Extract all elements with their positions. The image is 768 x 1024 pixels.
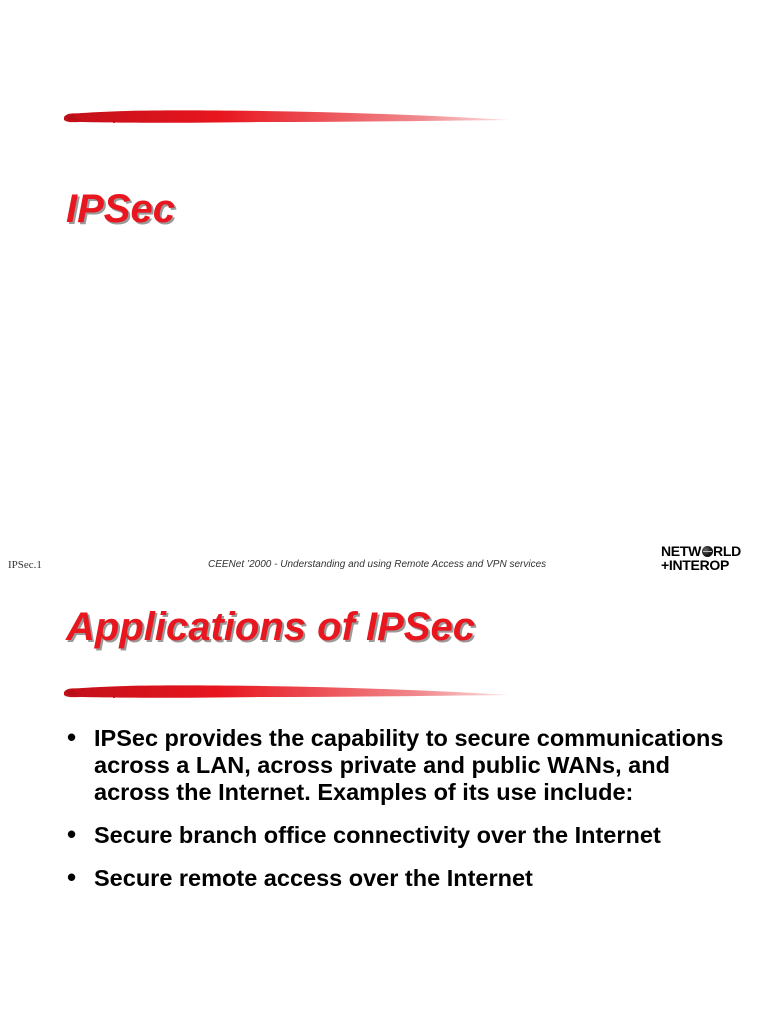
networld-interop-logo bbox=[661, 544, 757, 572]
footer-caption: CEENet ’2000 - Understanding and using Remote Access and VPN services bbox=[208, 559, 547, 570]
logo-text-b: RLD bbox=[713, 543, 741, 559]
list-item bbox=[66, 862, 726, 892]
logo-text-a: NETW bbox=[661, 543, 702, 559]
slide-number: IPSec.1 bbox=[8, 559, 42, 571]
bullet-icon: • bbox=[67, 862, 77, 892]
bullet-list bbox=[66, 722, 726, 908]
bullet-text: Secure branch office connectivity over the Internet bbox=[94, 822, 661, 848]
bullet-text: IPSec provides the capability to secure communications across a LAN, across private and public WANs, and across the Internet. Examples of its use include: bbox=[94, 725, 724, 805]
list-item bbox=[66, 819, 726, 849]
bullet-text: Secure remote access over the Internet bbox=[94, 865, 533, 891]
list-item bbox=[66, 722, 726, 806]
logo-line-2: +INTEROP bbox=[661, 557, 730, 573]
slide-title: IPSec bbox=[66, 187, 175, 231]
slide-applications-of-ipsec bbox=[0, 543, 768, 1024]
logo-line-1 bbox=[661, 544, 757, 558]
globe-icon bbox=[702, 546, 713, 557]
bullet-icon: • bbox=[67, 722, 77, 752]
slide-title: Applications of IPSec bbox=[66, 605, 475, 649]
red-brush-stroke-divider bbox=[62, 683, 512, 701]
bullet-icon: • bbox=[67, 819, 77, 849]
red-brush-stroke-divider bbox=[62, 108, 512, 126]
